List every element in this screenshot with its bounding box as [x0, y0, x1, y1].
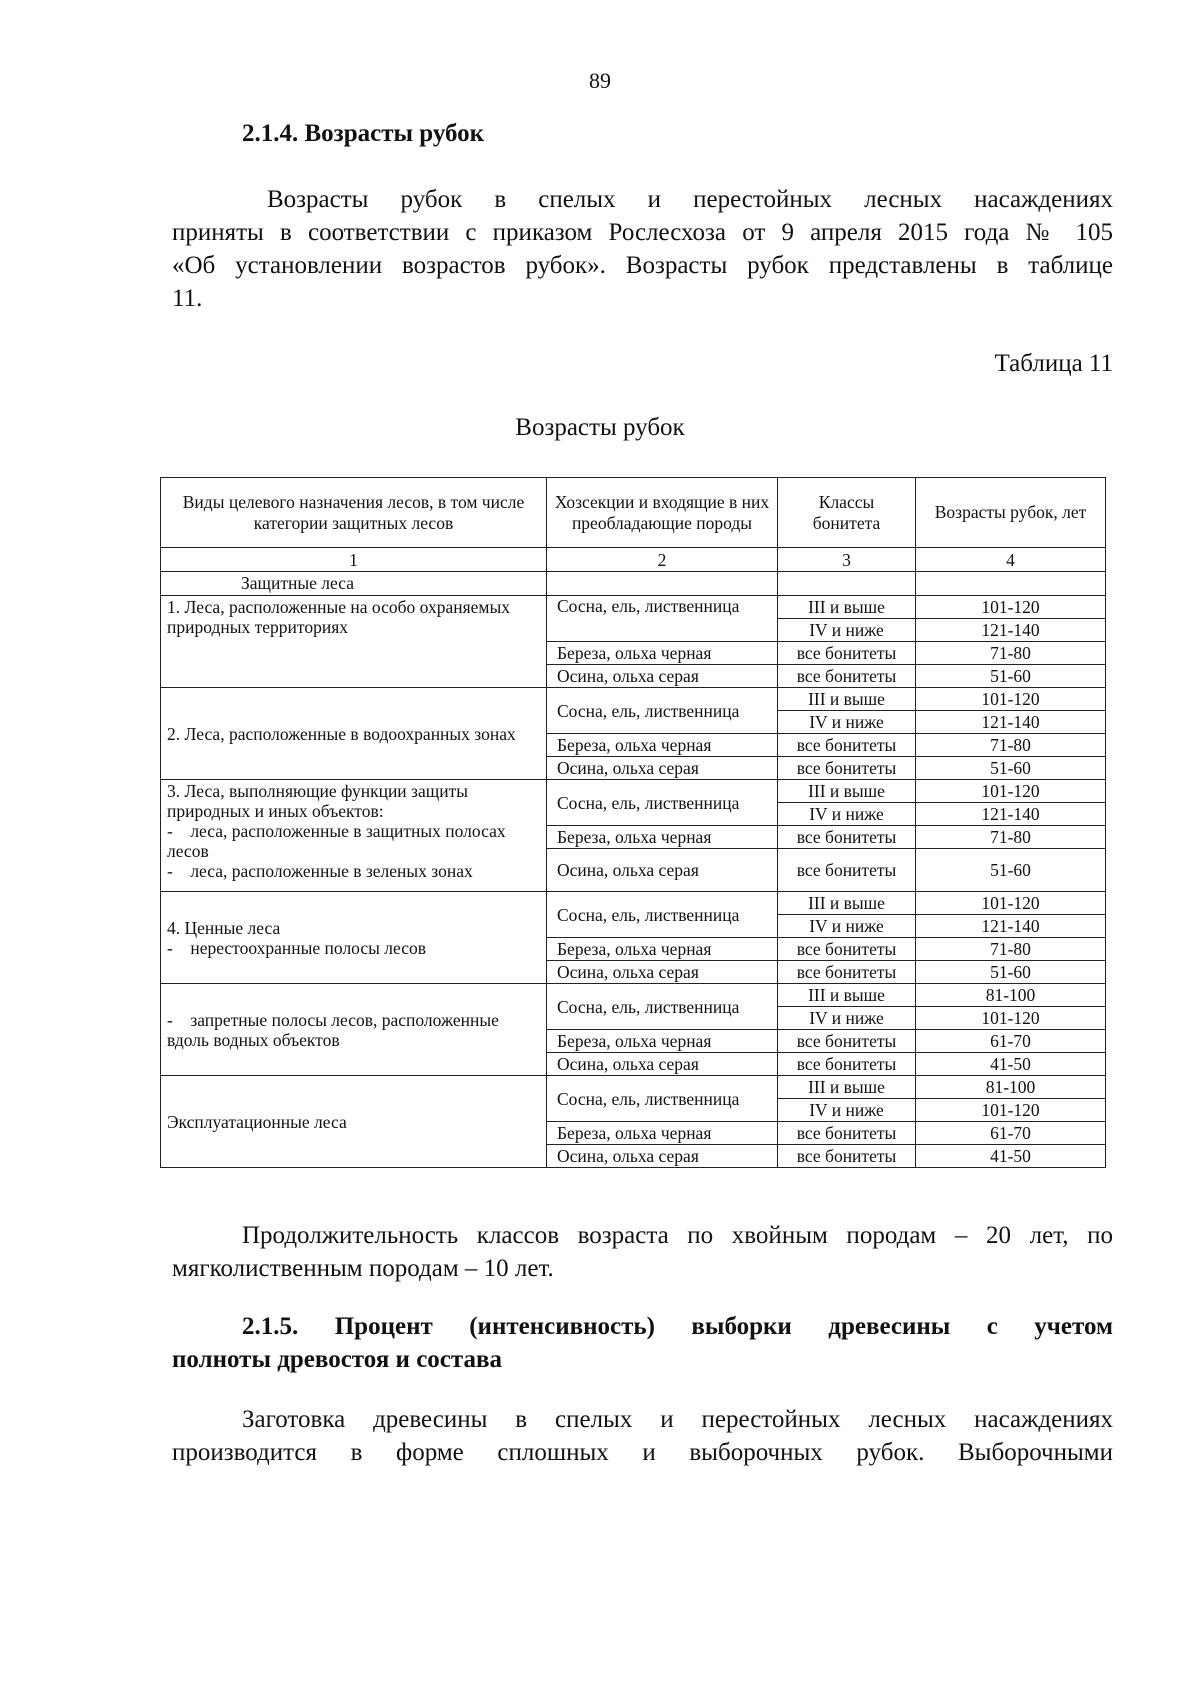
class-cell: все бонитеты	[778, 826, 916, 849]
page-number: 89	[589, 68, 611, 93]
age-cell: 41-50	[916, 1145, 1106, 1168]
table-title: Возрасты рубок	[515, 414, 685, 441]
category-sublabel: - леса, расположенные в защитных полосах лесов	[167, 821, 510, 861]
age-cell: 71-80	[916, 938, 1106, 961]
species-cell: Осина, ольха серая	[547, 757, 778, 780]
paragraph-line: 11.	[172, 285, 203, 312]
species-cell: Береза, ольха черная	[547, 1122, 778, 1145]
class-cell: все бонитеты	[778, 1053, 916, 1076]
age-cell: 121-140	[916, 803, 1106, 826]
paragraph-line: мягколиственным породам – 10 лет.	[172, 1255, 554, 1282]
category-cell	[161, 596, 547, 688]
class-cell: IV и ниже	[778, 915, 916, 938]
age-cell: 101-120	[916, 596, 1106, 619]
age-cell: 121-140	[916, 711, 1106, 734]
table-header-row	[161, 478, 1106, 548]
class-cell: все бонитеты	[778, 961, 916, 984]
age-cell: 81-100	[916, 984, 1106, 1007]
table-row	[161, 572, 1106, 596]
category-cell	[161, 1076, 547, 1168]
category-cell	[161, 688, 547, 780]
species-cell: Сосна, ель, лиственница	[547, 892, 778, 938]
column-number: 4	[916, 548, 1106, 572]
heading-line: 2.1.5. Процент (интенсивность) выборки древесины с учетом	[242, 1313, 1113, 1340]
species-cell: Осина, ольха серая	[547, 665, 778, 688]
section-2-1-4-paragraph	[172, 183, 1113, 315]
class-cell: все бонитеты	[778, 1122, 916, 1145]
category-sublabel: - леса, расположенные в зеленых зонах	[167, 861, 473, 881]
species-cell: Береза, ольха черная	[547, 734, 778, 757]
header-cutting-age: Возрасты рубок, лет	[916, 478, 1106, 548]
species-cell: Осина, ольха серая	[547, 1053, 778, 1076]
age-cell: 71-80	[916, 826, 1106, 849]
species-cell: Береза, ольха черная	[547, 1030, 778, 1053]
class-cell: все бонитеты	[778, 1145, 916, 1168]
species-cell: Сосна, ель, лиственница	[547, 780, 778, 826]
species-cell: Сосна, ель, лиственница	[547, 1076, 778, 1122]
category-label: 2. Леса, расположенные в водоохранных зонах	[167, 724, 516, 744]
age-cell: 51-60	[916, 961, 1106, 984]
class-cell: все бонитеты	[778, 734, 916, 757]
species-cell: Осина, ольха серая	[547, 1145, 778, 1168]
age-cell: 101-120	[916, 892, 1106, 915]
class-cell: все бонитеты	[778, 849, 916, 892]
cutting-age-table	[160, 477, 1106, 1168]
class-cell: III и выше	[778, 1076, 916, 1099]
class-cell: III и выше	[778, 688, 916, 711]
class-cell: все бонитеты	[778, 642, 916, 665]
class-cell: IV и ниже	[778, 1007, 916, 1030]
age-cell: 61-70	[916, 1030, 1106, 1053]
class-cell: III и выше	[778, 780, 916, 803]
header-forest-purpose: Виды целевого назначения лесов, в том числе категории защитных лесов	[161, 478, 547, 548]
species-cell: Береза, ольха черная	[547, 826, 778, 849]
class-cell: IV и ниже	[778, 803, 916, 826]
paragraph-line: Возрасты рубок в спелых и перестойных лесных насаждениях	[267, 186, 1113, 213]
header-site-class: Классы бонитета	[778, 478, 916, 548]
paragraph-line: Продолжительность классов возраста по хвойным породам – 20 лет, по	[242, 1222, 1113, 1249]
age-cell: 101-120	[916, 780, 1106, 803]
table-row	[161, 596, 1106, 619]
class-cell: все бонитеты	[778, 1030, 916, 1053]
category-label: 4. Ценные леса	[167, 918, 281, 938]
class-cell: IV и ниже	[778, 711, 916, 734]
table-row	[161, 1076, 1106, 1099]
section-heading-2-1-4: 2.1.4. Возрасты рубок	[242, 120, 485, 147]
protective-forests-label: Защитные леса	[161, 572, 547, 596]
paragraph-line: приняты в соответствии с приказом Рослесхоза от 9 апреля 2015 года № 105	[172, 219, 1113, 246]
class-cell: все бонитеты	[778, 665, 916, 688]
paragraph-line: Заготовка древесины в спелых и перестойных лесных насаждениях	[242, 1406, 1113, 1433]
age-cell: 121-140	[916, 619, 1106, 642]
category-cell	[161, 984, 547, 1076]
section-2-1-5-paragraph	[172, 1403, 1113, 1469]
age-cell: 71-80	[916, 734, 1106, 757]
species-cell: Сосна, ель, лиственница	[547, 984, 778, 1030]
table-row	[161, 984, 1106, 1007]
column-number: 1	[161, 548, 547, 572]
class-cell: все бонитеты	[778, 757, 916, 780]
class-cell: IV и ниже	[778, 619, 916, 642]
class-cell: III и выше	[778, 596, 916, 619]
table-label: Таблица 11	[994, 350, 1113, 377]
empty-cell	[916, 572, 1106, 596]
species-cell: Осина, ольха серая	[547, 961, 778, 984]
class-cell: IV и ниже	[778, 1099, 916, 1122]
age-cell: 101-120	[916, 1007, 1106, 1030]
age-cell: 51-60	[916, 665, 1106, 688]
species-cell: Сосна, ель, лиственница	[547, 688, 778, 734]
heading-line: полноты древостоя и состава	[172, 1346, 502, 1373]
table-row	[161, 688, 1106, 711]
age-cell: 101-120	[916, 1099, 1106, 1122]
header-species: Хозсекции и входящие в них преобладающие породы	[547, 478, 778, 548]
age-class-duration-paragraph	[172, 1219, 1113, 1285]
empty-cell	[547, 572, 778, 596]
category-label: 1. Леса, расположенные на особо охраняемых природных территориях	[167, 597, 511, 637]
column-number: 3	[778, 548, 916, 572]
species-cell: Береза, ольха черная	[547, 642, 778, 665]
class-cell: III и выше	[778, 984, 916, 1007]
table-row	[161, 892, 1106, 915]
age-cell: 41-50	[916, 1053, 1106, 1076]
age-cell: 51-60	[916, 849, 1106, 892]
age-cell: 51-60	[916, 757, 1106, 780]
age-cell: 101-120	[916, 688, 1106, 711]
column-number-row	[161, 548, 1106, 572]
class-cell: все бонитеты	[778, 938, 916, 961]
category-sublabel: - нерестоохранные полосы лесов	[167, 938, 426, 958]
paragraph-line: «Об установлении возрастов рубок». Возрасты рубок представлены в таблице	[172, 252, 1113, 279]
category-label: 3. Леса, выполняющие функции защиты природных и иных объектов:	[167, 781, 468, 821]
paragraph-line: производится в форме сплошных и выборочных рубок. Выборочными	[172, 1439, 1113, 1466]
category-sublabel: - запретные полосы лесов, расположенные вдоль водных объектов	[167, 1010, 504, 1050]
age-cell: 121-140	[916, 915, 1106, 938]
table-row	[161, 780, 1106, 803]
category-label: Эксплуатационные леса	[167, 1112, 347, 1132]
species-cell: Осина, ольха серая	[547, 849, 778, 892]
column-number: 2	[547, 548, 778, 572]
age-cell: 71-80	[916, 642, 1106, 665]
species-cell: Сосна, ель, лиственница	[547, 596, 778, 642]
empty-cell	[778, 572, 916, 596]
category-cell	[161, 780, 547, 892]
age-cell: 81-100	[916, 1076, 1106, 1099]
species-cell: Береза, ольха черная	[547, 938, 778, 961]
section-heading-2-1-5	[172, 1310, 1113, 1376]
category-cell	[161, 892, 547, 984]
age-cell: 61-70	[916, 1122, 1106, 1145]
class-cell: III и выше	[778, 892, 916, 915]
